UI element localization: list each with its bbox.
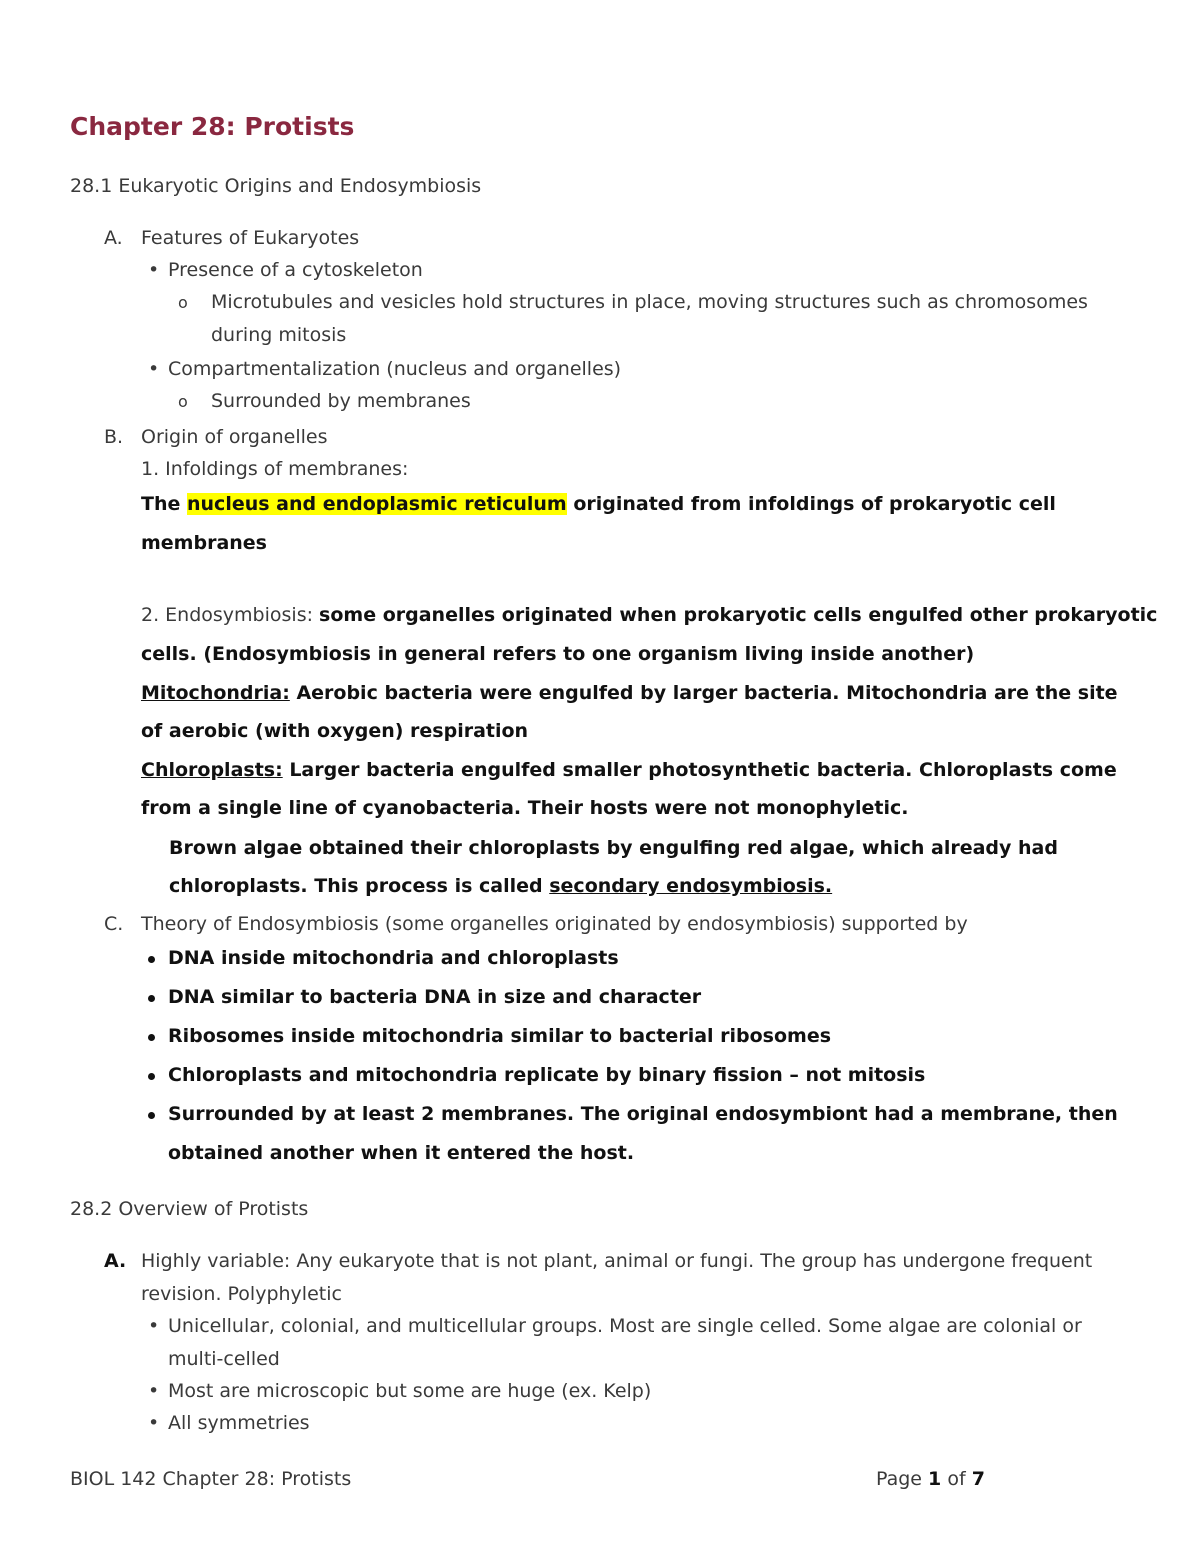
brown-algae-line-2: chloroplasts. This process is called secondary endosymbiosis. [169, 875, 833, 897]
list-marker-c: C. [104, 913, 124, 935]
list-marker-a: A. [104, 227, 123, 249]
section-heading-28-1: 28.1 Eukaryotic Origins and Endosymbiosis [70, 175, 482, 197]
highlighted-term: nucleus and endoplasmic reticulum [187, 493, 567, 515]
list-marker-a: A. [104, 1250, 127, 1272]
bullet-microscopic: Most are microscopic but some are huge (ex. Kelp) [168, 1380, 652, 1402]
bullet-icon [148, 1034, 155, 1041]
page-title: Chapter 28: Protists [70, 112, 355, 141]
point-infoldings: 1. Infoldings of membranes: [141, 458, 409, 480]
endosymbiosis-line-2: cells. (Endosymbiosis in general refers to one organism living inside another) [141, 643, 975, 665]
chloroplasts-line-2: from a single line of cyanobacteria. Their hosts were not monophyletic. [141, 797, 909, 819]
bullet-symmetries: All symmetries [168, 1412, 310, 1434]
bullet-icon [148, 995, 155, 1002]
sub-bullet-microtubules: Microtubules and vesicles hold structures in place, moving structures such as chromosomes [211, 291, 1088, 313]
chloroplasts-line-1: Chloroplasts: Larger bacteria engulfed smaller photosynthetic bacteria. Chloroplasts come [141, 759, 1117, 781]
brown-algae-line-1: Brown algae obtained their chloroplasts by engulfing red algae, which already had [169, 837, 1058, 859]
bullet-cytoskeleton: Presence of a cytoskeleton [168, 259, 423, 281]
circle-bullet-icon: o [178, 293, 188, 312]
list-item-origin: Origin of organelles [141, 426, 328, 448]
evidence-bullet-4: Chloroplasts and mitochondria replicate by binary fission – not mitosis [168, 1064, 926, 1086]
overview-line-2: revision. Polyphyletic [141, 1283, 342, 1305]
bullet-compartmentalization: Compartmentalization (nucleus and organelles) [168, 358, 622, 380]
mitochondria-line-2: of aerobic (with oxygen) respiration [141, 720, 529, 742]
bullet-icon: • [148, 358, 160, 380]
footer-course-title: BIOL 142 Chapter 28: Protists [70, 1468, 352, 1490]
bullet-unicellular: Unicellular, colonial, and multicellular groups. Most are single celled. Some algae are colonial or [168, 1315, 1082, 1337]
endosymbiosis-line-1: 2. Endosymbiosis: some organelles originated when prokaryotic cells engulfed other prokaryotic [141, 604, 1158, 626]
circle-bullet-icon: o [178, 392, 188, 411]
bullet-icon [148, 956, 155, 963]
evidence-bullet-1: DNA inside mitochondria and chloroplasts [168, 947, 619, 969]
list-item-theory: Theory of Endosymbiosis (some organelles originated by endosymbiosis) supported by [141, 913, 968, 935]
bullet-icon: • [148, 1412, 160, 1434]
overview-line-1: Highly variable: Any eukaryote that is not plant, animal or fungi. The group has undergone frequent [141, 1250, 1093, 1272]
infoldings-text-cont: membranes [141, 532, 267, 554]
footer-page-number: Page 1 of 7 [876, 1468, 985, 1490]
mitochondria-label: Mitochondria: [141, 682, 290, 704]
bullet-icon: • [148, 259, 160, 281]
bullet-icon: • [148, 1380, 160, 1402]
bullet-icon: • [148, 1315, 160, 1337]
list-marker-b: B. [104, 426, 124, 448]
chloroplasts-label: Chloroplasts: [141, 759, 283, 781]
evidence-bullet-5-cont: obtained another when it entered the host. [168, 1142, 635, 1164]
bullet-unicellular-cont: multi-celled [168, 1348, 280, 1370]
mitochondria-line-1: Mitochondria: Aerobic bacteria were engulfed by larger bacteria. Mitochondria are the site [141, 682, 1118, 704]
infoldings-text: The nucleus and endoplasmic reticulum originated from infoldings of prokaryotic cell [141, 493, 1056, 515]
sub-bullet-membranes: Surrounded by membranes [211, 390, 471, 412]
evidence-bullet-5: Surrounded by at least 2 membranes. The original endosymbiont had a membrane, then [168, 1103, 1118, 1125]
sub-bullet-microtubules-cont: during mitosis [211, 324, 347, 346]
evidence-bullet-2: DNA similar to bacteria DNA in size and character [168, 986, 702, 1008]
secondary-endosymbiosis-term: secondary endosymbiosis. [549, 875, 833, 897]
evidence-bullet-3: Ribosomes inside mitochondria similar to bacterial ribosomes [168, 1025, 832, 1047]
bullet-icon [148, 1112, 155, 1119]
section-heading-28-2: 28.2 Overview of Protists [70, 1198, 309, 1220]
list-item-features: Features of Eukaryotes [141, 227, 360, 249]
bullet-icon [148, 1073, 155, 1080]
